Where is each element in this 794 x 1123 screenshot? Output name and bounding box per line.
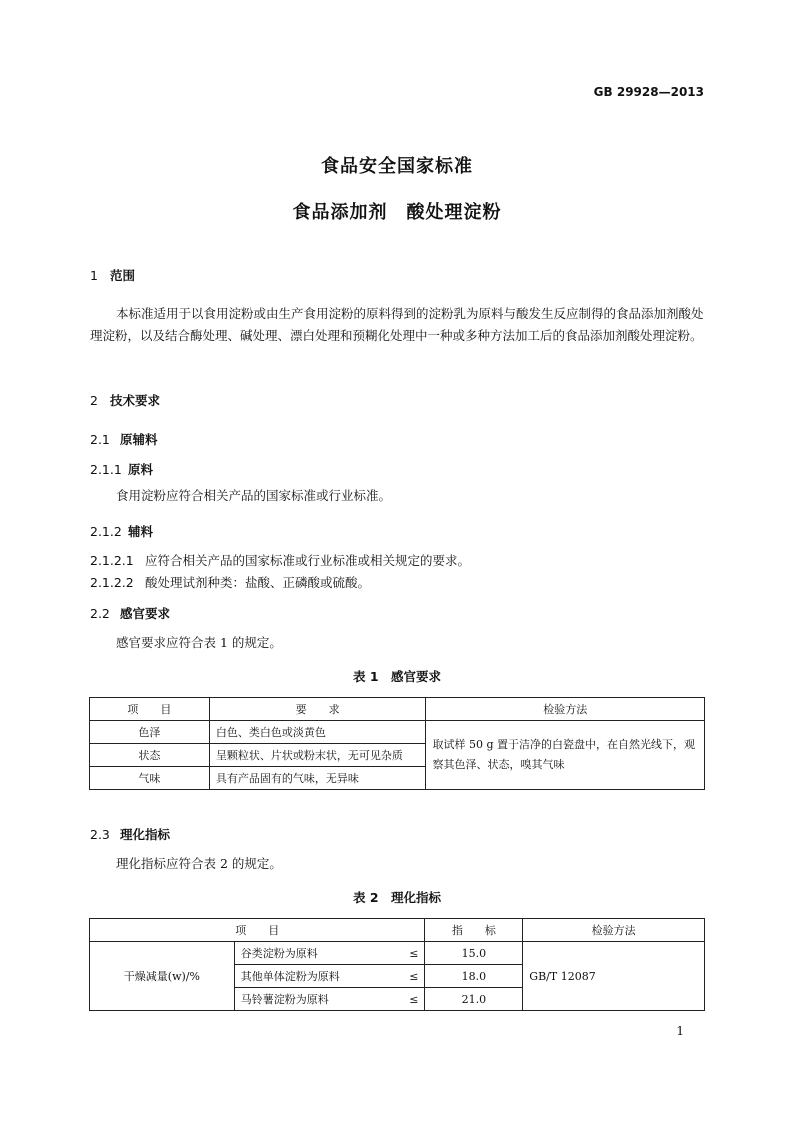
method-cell: 取试样 50 g 置于洁净的白瓷盘中，在自然光线下，观察其色泽、状态，嗅其气味 xyxy=(426,721,705,790)
header-cell: 指 标 xyxy=(425,919,523,942)
section-title: 技术要求 xyxy=(110,393,161,408)
table-cell: 色泽 xyxy=(90,721,210,744)
section-title: 原料 xyxy=(128,462,154,477)
section-number: 2 xyxy=(90,393,98,408)
document-subtitle: 食品添加剂 酸处理淀粉 xyxy=(292,202,502,223)
group-cell: 干燥减量(w)/% xyxy=(90,942,235,1011)
table-row xyxy=(90,721,705,744)
header-cell: 检验方法 xyxy=(523,919,705,942)
section-1-heading xyxy=(90,266,135,284)
table-cell: 呈颗粒状、片状或粉末状，无可见杂质 xyxy=(209,744,426,767)
table-cell: ≤ xyxy=(399,942,425,965)
section-title: 感官要求 xyxy=(120,606,171,621)
table-1 xyxy=(89,697,705,790)
header-cell: 项 目 xyxy=(90,919,425,942)
table-cell: 21.0 xyxy=(425,988,523,1011)
item-text: 应符合相关产品的国家标准或行业标准或相关规定的要求。 xyxy=(145,553,471,568)
section-title: 理化指标 xyxy=(120,827,171,842)
item-text: 酸处理试剂种类：盐酸、正磷酸或硫酸。 xyxy=(145,575,371,590)
table-cell: ≤ xyxy=(399,988,425,1011)
section-title: 辅料 xyxy=(128,524,154,539)
document-title: 食品安全国家标准 xyxy=(321,156,473,177)
table-cell: 状态 xyxy=(90,744,210,767)
section-2-1-2-heading xyxy=(90,522,153,540)
table-2-caption: 表 2 理化指标 xyxy=(352,890,442,905)
section-2-2-heading xyxy=(90,604,170,622)
section-number: 2.1.1 xyxy=(90,462,122,477)
section-2-heading xyxy=(90,391,160,409)
section-number: 2.3 xyxy=(90,827,110,842)
section-number: 1 xyxy=(90,268,98,283)
section-2-1-1-paragraph: 食用淀粉应符合相关产品的国家标准或行业标准。 xyxy=(116,488,392,503)
section-2-2-paragraph: 感官要求应符合表 1 的规定。 xyxy=(116,635,282,650)
table-cell: 18.0 xyxy=(425,965,523,988)
table-cell: ≤ xyxy=(399,965,425,988)
method-cell: GB/T 12087 xyxy=(523,942,705,1011)
section-2-3-heading xyxy=(90,825,170,843)
table-cell: 具有产品固有的气味，无异味 xyxy=(209,767,426,790)
section-2-1-1-heading xyxy=(90,460,153,478)
header-cell: 检验方法 xyxy=(426,698,705,721)
table-row xyxy=(90,942,705,965)
section-title: 范围 xyxy=(110,268,136,283)
header-cell: 项 目 xyxy=(90,698,210,721)
section-1-paragraph: 本标准适用于以食用淀粉或由生产食用淀粉的原料得到的淀粉乳为原料与酸发生反应制得的食品添加剂酸处理淀粉，以及结合酶处理、碱处理、漂白处理和预糊化处理中一种或多种方法加工后的食品添加剂酸处理淀粉。 xyxy=(90,306,704,343)
list-item xyxy=(90,573,370,591)
table-cell: 马铃薯淀粉为原料 xyxy=(234,988,399,1011)
item-number: 2.1.2.2 xyxy=(90,575,134,590)
page-number: 1 xyxy=(676,1024,684,1038)
table-header-row xyxy=(90,698,705,721)
list-item xyxy=(90,551,470,569)
section-2-3-paragraph: 理化指标应符合表 2 的规定。 xyxy=(116,856,282,871)
table-cell: 白色、类白色或淡黄色 xyxy=(209,721,426,744)
section-number: 2.2 xyxy=(90,606,110,621)
table-cell: 其他单体淀粉为原料 xyxy=(234,965,399,988)
section-2-1-heading xyxy=(90,430,158,448)
table-cell: 气味 xyxy=(90,767,210,790)
table-cell: 谷类淀粉为原料 xyxy=(234,942,399,965)
table-header-row xyxy=(90,919,705,942)
section-number: 2.1 xyxy=(90,432,110,447)
standard-code: GB 29928—2013 xyxy=(593,85,704,99)
section-number: 2.1.2 xyxy=(90,524,122,539)
table-2 xyxy=(89,918,705,1011)
table-cell: 15.0 xyxy=(425,942,523,965)
item-number: 2.1.2.1 xyxy=(90,553,134,568)
table-1-caption: 表 1 感官要求 xyxy=(352,669,442,684)
header-cell: 要 求 xyxy=(209,698,426,721)
section-title: 原辅料 xyxy=(120,432,158,447)
